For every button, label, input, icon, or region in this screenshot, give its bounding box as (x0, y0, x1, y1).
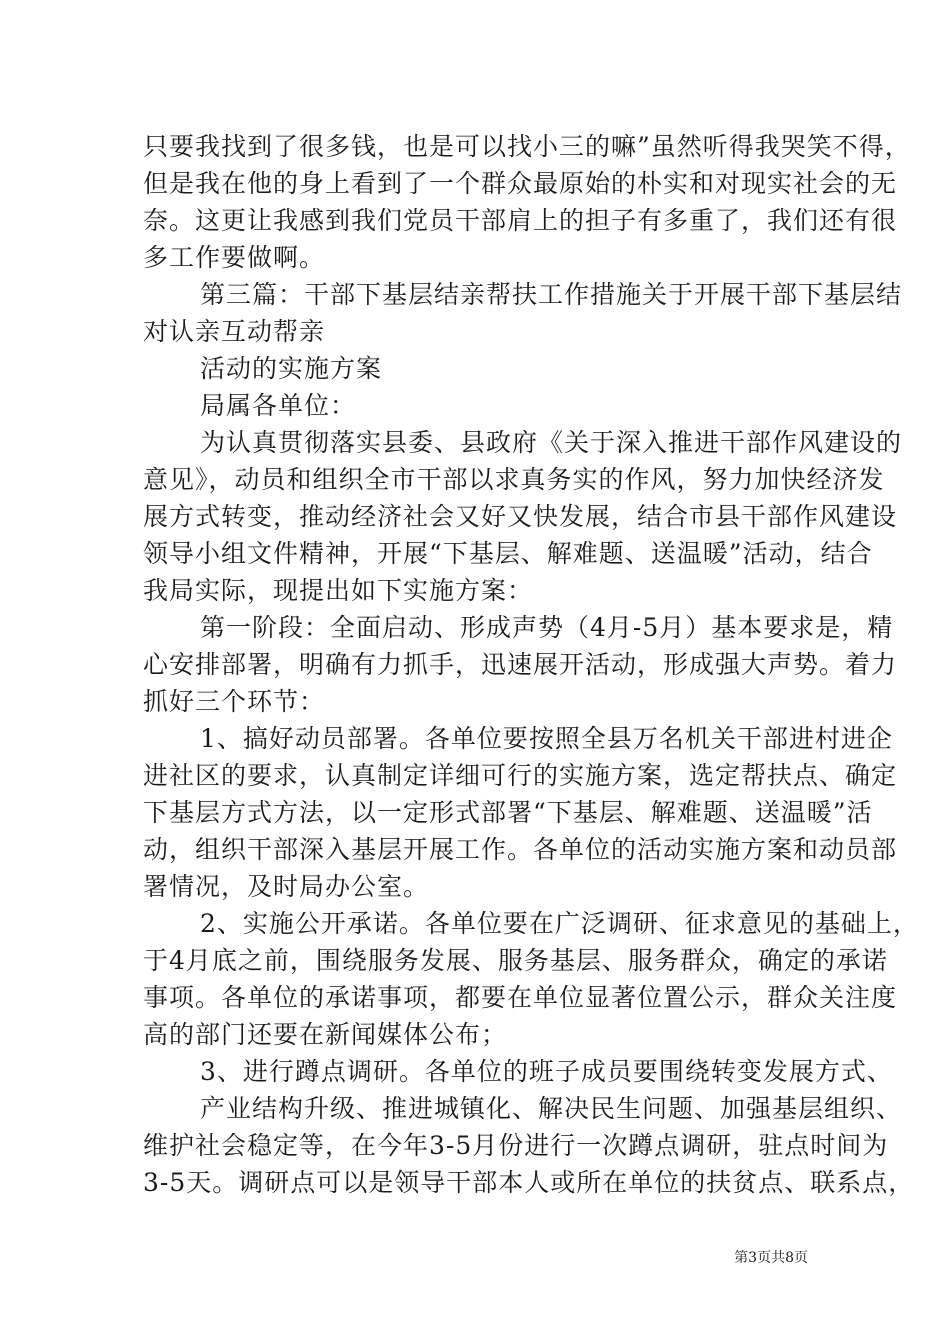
text-line: 意见》，动员和组织全市干部以求真务实的作风，努力加快经济发 (143, 465, 885, 494)
text-line: 3-5天。调研点可以是领导干部本人或所在单位的扶贫点、联系点， (143, 1168, 915, 1197)
text-line: 为认真贯彻落实县委、县政府《关于深入推进干部作风建设的 (200, 428, 903, 457)
section-heading: 第三篇：干部下基层结亲帮扶工作措施关于开展干部下基层结 (200, 280, 903, 309)
text-line: 3、进行蹲点调研。各单位的班子成员要围绕转变发展方式、 (200, 1057, 893, 1086)
text-line: 多工作要做啊。 (143, 243, 326, 272)
page-number: 第3页共8页 (734, 1250, 808, 1266)
text-line: 动，组织干部深入基层开展工作。各单位的活动实施方案和动员部 (143, 835, 898, 864)
text-line: 进社区的要求，认真制定详细可行的实施方案，选定帮扶点、确定 (143, 761, 898, 790)
document-title: 活动的实施方案 (200, 354, 383, 383)
text-line: 维护社会稳定等，在今年3-5月份进行一次蹲点调研，驻点时间为 (143, 1131, 889, 1160)
text-line: 领导小组文件精神，开展“下基层、解难题、送温暖”活动，结合 (143, 539, 873, 568)
text-line: 奈。这更让我感到我们党员干部肩上的担子有多重了，我们还有很 (143, 206, 898, 235)
section-heading-cont: 对认亲互动帮亲 (143, 317, 326, 346)
text-line: 但是我在他的身上看到了一个群众最原始的朴实和对现实社会的无 (143, 169, 898, 198)
text-line: 下基层方式方法，以一定形式部署“下基层、解难题、送温暖”活 (143, 798, 873, 827)
text-line: 2、实施公开承诺。各单位要在广泛调研、征求意见的基础上， (200, 909, 919, 938)
text-line: 只要我找到了很多钱，也是可以找小三的嘛”虽然听得我哭笑不得， (143, 132, 911, 161)
text-line: 心安排部署，明确有力抓手，迅速展开活动，形成强大声势。着力 (143, 650, 898, 679)
text-line: 事项。各单位的承诺事项，都要在单位显著位置公示，群众关注度 (143, 983, 898, 1012)
text-line: 署情况，及时局办公室。 (143, 872, 430, 901)
salutation: 局属各单位： (200, 391, 357, 420)
text-line: 我局实际，现提出如下实施方案： (143, 576, 534, 605)
text-line: 展方式转变，推动经济社会又好又快发展，结合市县干部作风建设 (143, 502, 898, 531)
text-line: 1、搞好动员部署。各单位要按照全县万名机关干部进村进企 (200, 724, 893, 753)
text-line: 抓好三个环节： (143, 687, 326, 716)
text-line: 产业结构升级、推进城镇化、解决民生问题、加强基层组织、 (200, 1094, 903, 1123)
text-line: 高的部门还要在新闻媒体公布； (143, 1020, 508, 1049)
text-line: 第一阶段：全面启动、形成声势（4月-5月）基本要求是，精 (200, 613, 894, 642)
text-line: 于4月底之前，围绕服务发展、服务基层、服务群众，确定的承诺 (143, 946, 888, 975)
